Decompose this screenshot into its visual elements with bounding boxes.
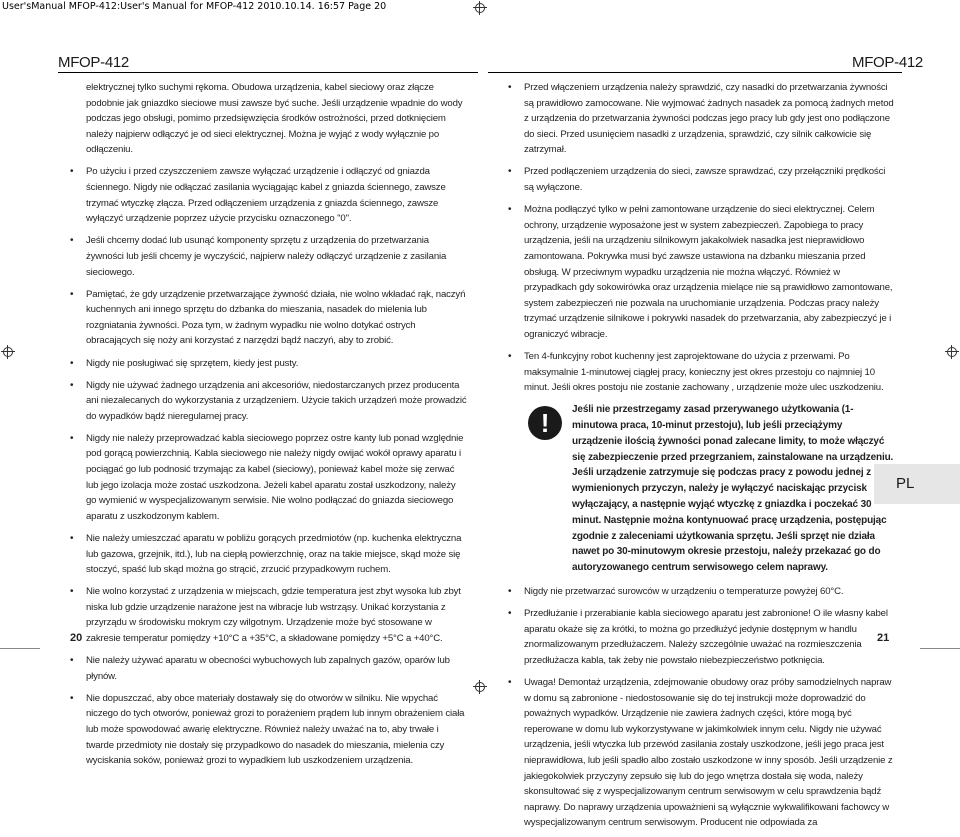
registration-mark-top-icon — [473, 1, 487, 15]
left-column — [86, 80, 468, 775]
right-paragraph: • Nigdy nie przetwarzać surowców w urządzeniu o temperaturze powyżej 60°C. — [524, 584, 894, 600]
warning-icon: ! — [528, 406, 562, 440]
left-paragraph: • Nie należy umieszczać aparatu w pobliżu gorących przedmiotów (np. kuchenka elektryczna lub gazowa, grzejnik, itd.), lub na ciepłą powierzchnię, oraz na takie miejsce, skąd może się stoczyć, spaść lub skąd można go strącić, zrzucić przypadkowym ruchem. — [86, 531, 468, 578]
right-page-number: 21 — [877, 632, 890, 644]
registration-mark-bottom-icon — [473, 680, 487, 694]
registration-mark-right-icon — [945, 345, 959, 359]
right-paragraph: • Przed włączeniem urządzenia należy sprawdzić, czy nasadki do przetwarzania żywności są prawidłowo zamocowane. Nie wyjmować żadnych nasadek za pomocą żadnych metod z urządzenia do przetwarzania żywności podczas jego pracy lub gdy jest ono podłączone do sieci. Przed usunięciem nasadki z urządzenia, sprawdzić, czy silnik całkowicie się zatrzymał. — [524, 80, 894, 158]
left-paragraph: • Nie dopuszczać, aby obce materiały dostawały się do otworów w silniku. Nie wpychać niczego do tych otworów, ponieważ grozi to porażeniem prądem lub innym obrażeniem ciała lub może spowodować awarię elektryczne. Również należy uważać na to, aby trwałe i twarde przedmioty nie dostały się przypadkowo do nasadek do mieszania, mielenia czy wyciskania soków, ponieważ grozi to wypadkiem lub uszkodzeniem urządzenia. — [86, 691, 468, 769]
warning-text: Jeśli nie przestrzegamy zasad przerywanego użytkowania (1-minutowa praca, 10-minut przestoju), lub jeśli przeciążymy urządzenie ilością żywności ponad zalecane limity, to może włączyć się zabezpieczenie przed przegrzaniem, zainstalowane na urządzeniu. Jeśli urządzenie zatrzymuje się podczas pracy z powodu jednej z wymienionych przyczyn, należy je wyłączyć naciskając przycisk wyłączający, a następnie wyjąć wtyczkę z gniazdka i poczekać 30 minut. Następnie można kontynuować pracę urządzenia, postępując zgodnie z zaleceniami użytkowania sprzętu. Jeśli sprzęt nie działa nawet po 30-minutowym okresie przestoju, należy przekazać go do autoryzowanego centrum serwisowego celem naprawy. — [572, 404, 894, 574]
left-paragraph: • Nigdy nie używać żadnego urządzenia ani akcesoriów, niedostarczanych przez producenta ani niezalecanych do wykorzystania z urządzeniem. Użycie takich urządzeń może prowadzić do wypadków bądź nieregularnej pracy. — [86, 378, 468, 425]
right-paragraph: • Przed podłączeniem urządzenia do sieci, zawsze sprawdzać, czy przełączniki prędkości są wyłączone. — [524, 164, 894, 195]
bottom-trim-left — [0, 648, 40, 649]
right-paragraph: • Ten 4-funkcyjny robot kuchenny jest zaprojektowane do użycia z przerwami. Po maksymalnie 1-minutowej ciągłej pracy, konieczny jest okres przestoju co najmniej 10 minut. Jeśli okres postoju nie zostanie zachowany , urządzenie może ulec uszkodzeniu. — [524, 349, 894, 396]
left-paragraph: • Pamiętać, że gdy urządzenie przetwarzające żywność działa, nie wolno wkładać rąk, naczyń kuchennych ani innego sprzętu do dzbanka do mieszania, nasadek do mielenia lub rozgniatania żywności. Poza tym, w żadnym wypadku nie wolno dotykać ostrych obracających się noży ani korzystać z narzędzi bądź naczyń, aby to zrobić. — [86, 287, 468, 349]
header-rule-right — [488, 72, 902, 73]
left-paragraph: elektrycznej tylko suchymi rękoma. Obudowa urządzenia, kabel sieciowy oraz złącze podobnie jak gniazdko sieciowe musi zawsze być suche. Jeśli urządzenie wpadnie do wody podczas jego obsługi, pomimo przedsięwzięcia środków ostrożności, przed dotknięciem należy najpierw odłączyć je od sieci elektrycznej. Można je wyjąć z wody wyłącznie po odłączeniu. — [86, 82, 463, 156]
right-paragraph: • Można podłączyć tylko w pełni zamontowane urządzenie do sieci elektrycznej. Celem ochrony, urządzenie wyposażone jest w system zabezpieczeń. Zapobiega to pracy urządzenia, jeśli na urządzeniu silnikowym jakakolwiek nasadka jest nieprawidłowo zamontowana. Pokrywka musi być zawsze ustawiona na dzbanku mieszania przed obsługą. W przeciwnym wypadku urządzenia nie można włączyć. Również w przypadkach gdy sokowirówka oraz urządzenia mielące nie są prawidłowo zamontowane, system zabezpieczeń nie pozwala na uruchomianie urządzenia. Podczas pracy należy trzymać urządzenie silnikowe i pokrywki nasadek do przetwarzania, aby zabezpieczyć je i ograniczyć wibracje. — [524, 202, 894, 342]
right-page-title: MFOP-412 — [852, 54, 923, 71]
warning-block — [524, 402, 894, 576]
left-paragraph: • Nigdy nie posługiwać się sprzętem, kiedy jest pusty. — [86, 356, 468, 372]
registration-mark-left-icon — [1, 345, 15, 359]
left-paragraph: • Po użyciu i przed czyszczeniem zawsze wyłączać urządzenie i odłączyć od gniazda ściennego. Nigdy nie odłączać zasilania wyciągając kabel z gniazda ściennego, zawsze trzymać wtyczkę złącza. Przed odłączeniem urządzenia z gniazda ściennego, zawsze wyłączyć urządzenie poprzez użycie przycisku oznaczonego "0". — [86, 164, 468, 226]
right-paragraph: • Przedłużanie i przerabianie kabla sieciowego aparatu jest zabronione! O ile własny kabel aparatu okaże się za krótki, to można go przedłużyć jedynie dostępnym w handlu znormalizowanym przedłużaczem. Należy szczególnie uważać na rozmieszczenia przedłużacza kabla, tak żeby nie powstało niebezpieczeństwo potknięcia. — [524, 606, 894, 668]
bottom-trim-right — [920, 648, 960, 649]
left-paragraph: • Nie wolno korzystać z urządzenia w miejscach, gdzie temperatura jest zbyt wysoka lub zbyt niska lub gdzie urządzenie narażone jest na wibracje lub wstrząsy. Unikać korzystania z przyrządu w środowisku mokrym czy wilgotnym. Urządzenie może być stosowane w zakresie temperatur pomiędzy +10°C a +35°C, a składowane pomiędzy +5°C a +40°C. — [86, 584, 468, 646]
left-page-number: 20 — [70, 632, 83, 644]
left-paragraph: • Jeśli chcemy dodać lub usunąć komponenty sprzętu z urządzenia do przetwarzania żywności lub jeśli chcemy je wyczyścić, najpierw należy odłączyć urządzenie z zasilania sieciowego. — [86, 233, 468, 280]
print-info-text: User'sManual MFOP-412:User's Manual for MFOP-412 2010.10.14. 16:57 Page 20 — [2, 1, 387, 12]
right-paragraph: • Uwaga! Demontaż urządzenia, zdejmowanie obudowy oraz próby samodzielnych napraw w domu są zabronione - niedostosowanie się do tej instrukcji może doprowadzić do poważnych wypadków. Urządzenie nie zawiera żadnych części, które mogą być reperowane w domu lub wykorzystywane w jakimkolwiek innym celu. Nigdy nie używać urządzenia, jeśli wtyczka lub przewód zasilania zostały uszkodzone, jeśli jego praca jest nieprawidłowa, lub jeśli spadło albo zostało uszkodzone w inny sposób. Jeśli urządzenie z jakiegokolwiek przyczyny zepsuło się lub do jego wnętrza dostała się woda, należy skonsultować się z wyspecjalizowanym centrum serwisowym w celu sprawdzenia bądź naprawy. Do naprawy urządzenia upoważnieni są wyłącznie wykwalifikowani fachowcy w wyspecjalizowanym centrum serwisowym. Producent nie odpowiada za — [524, 675, 894, 831]
left-paragraph: • Nie należy używać aparatu w obecności wybuchowych lub zapalnych gazów, oparów lub płynów. — [86, 653, 468, 684]
right-column — [524, 80, 894, 837]
left-page-title: MFOP-412 — [58, 54, 129, 71]
left-paragraph: • Nigdy nie należy przeprowadzać kabla sieciowego poprzez ostre kanty lub ponad względnie pod gorącą powierzchnią. Kabla sieciowego nie należy nigdy owijać wokół oprawy aparatu i pociągać go lub podnosić trzymając za kabel (sieciowy), ponieważ kabel może się zerwać lub jego izolacja może zostać uszkodzona. Jeżeli kabel aparatu został uszkodzony, należy go wymienić w wyspecjalizowanym serwisie. Nie wolno podłączać do gniazda sieciowego aparatu z uszkodzonym kablem. — [86, 431, 468, 525]
language-tab: PL — [874, 464, 960, 504]
header-rule-left — [58, 72, 478, 73]
